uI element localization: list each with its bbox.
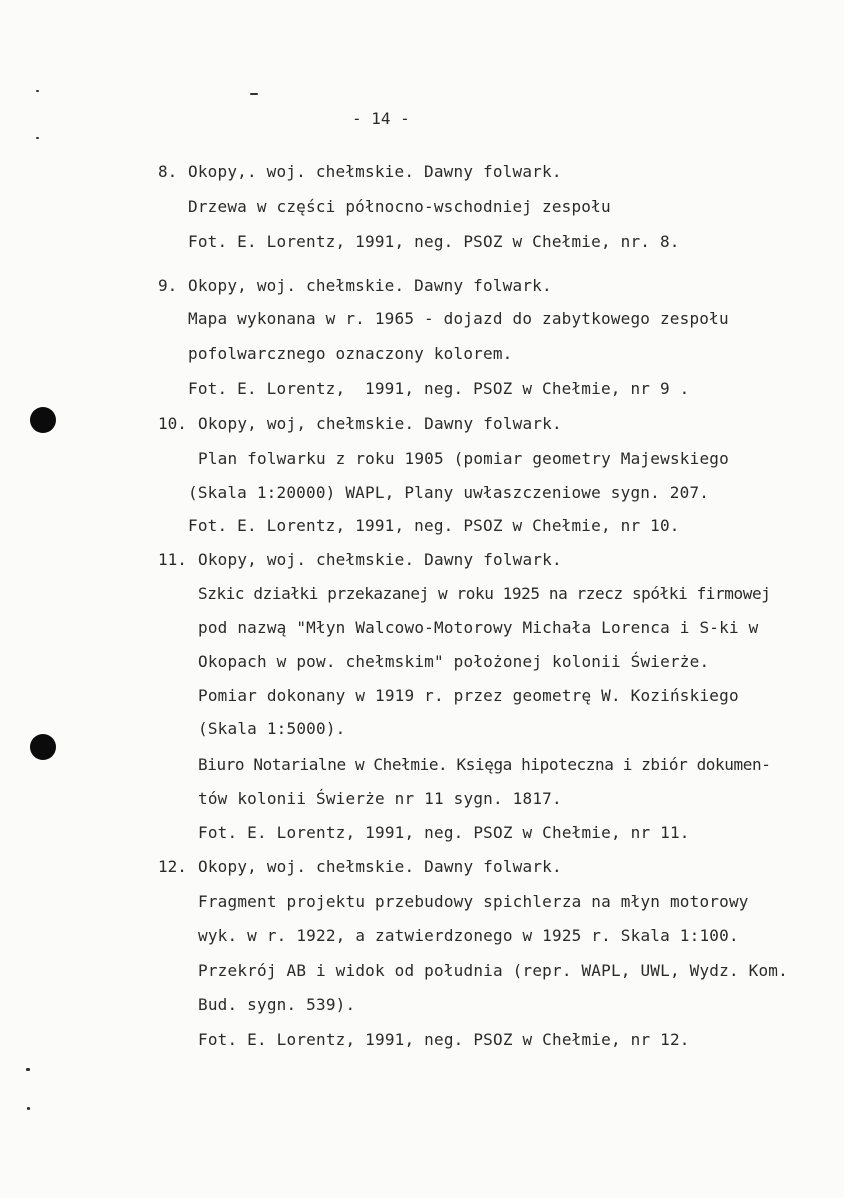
- entry-line: (Skala 1:5000).: [198, 719, 346, 738]
- entry-number: 10.: [158, 414, 187, 433]
- entry-line: tów kolonii Świerże nr 11 sygn. 1817.: [198, 789, 562, 808]
- scan-speck: [26, 1068, 30, 1071]
- entry-line: wyk. w r. 1922, a zatwierdzonego w 1925 r. Skala 1:100.: [198, 926, 739, 945]
- entry-line: (Skala 1:20000) WAPL, Plany uwłaszczeniowe sygn. 207.: [188, 483, 710, 502]
- entry-line: Fot. E. Lorentz, 1991, neg. PSOZ w Chełmie, nr 10.: [188, 516, 680, 535]
- entry-line: Mapa wykonana w r. 1965 - dojazd do zabytkowego zespołu: [188, 309, 729, 328]
- entry-line: Okopy, woj. chełmskie. Dawny folwark.: [198, 857, 562, 876]
- entry-line: Biuro Notarialne w Chełmie. Księga hipoteczna i zbiór dokumen-: [198, 755, 771, 774]
- entry-line: Pomiar dokonany w 1919 r. przez geometrę W. Kozińskiego: [198, 686, 739, 705]
- punch-hole-lower: [30, 734, 56, 760]
- entry-line: Szkic działki przekazanej w roku 1925 na rzecz spółki firmowej: [198, 584, 771, 603]
- entry-line: pod nazwą "Młyn Walcowo-Motorowy Michała Lorenca i S-ki w: [198, 618, 759, 637]
- page-number: - 14 -: [352, 109, 410, 128]
- entry-line: Okopy,. woj. chełmskie. Dawny folwark.: [188, 162, 562, 181]
- scan-speck: [36, 90, 39, 92]
- entry-line: Okopy, woj. chełmskie. Dawny folwark.: [198, 550, 562, 569]
- entry-line: Plan folwarku z roku 1905 (pomiar geometry Majewskiego: [198, 449, 729, 468]
- entry-line: Przekrój AB i widok od południa (repr. WAPL, UWL, Wydz. Kom.: [198, 961, 788, 980]
- entry-line: Fot. E. Lorentz, 1991, neg. PSOZ w Chełmie, nr 9 .: [188, 379, 690, 398]
- entry-number: 9.: [158, 276, 178, 295]
- scan-speck: [27, 1107, 30, 1110]
- entry-line: Fot. E. Lorentz, 1991, neg. PSOZ w Chełmie, nr 11.: [198, 823, 690, 842]
- punch-hole-upper: [30, 407, 56, 433]
- entry-line: Okopach w pow. chełmskim" położonej kolonii Świerże.: [198, 652, 710, 671]
- entry-line: Fot. E. Lorentz, 1991, neg. PSOZ w Chełmie, nr. 8.: [188, 232, 680, 251]
- entry-line: Okopy, woj, chełmskie. Dawny folwark.: [198, 414, 562, 433]
- entry-number: 12.: [158, 857, 187, 876]
- entry-line: pofolwarcznego oznaczony kolorem.: [188, 344, 513, 363]
- entry-line: Drzewa w części północno-wschodniej zespołu: [188, 197, 611, 216]
- entry-line: Okopy, woj. chełmskie. Dawny folwark.: [188, 276, 552, 295]
- scan-speck: [250, 93, 258, 95]
- entry-line: Fot. E. Lorentz, 1991, neg. PSOZ w Chełmie, nr 12.: [198, 1030, 690, 1049]
- entry-line: Bud. sygn. 539).: [198, 995, 356, 1014]
- entry-number: 11.: [158, 550, 187, 569]
- entry-line: Fragment projektu przebudowy spichlerza na młyn motorowy: [198, 892, 749, 911]
- entry-number: 8.: [158, 162, 178, 181]
- scan-speck: [36, 137, 39, 139]
